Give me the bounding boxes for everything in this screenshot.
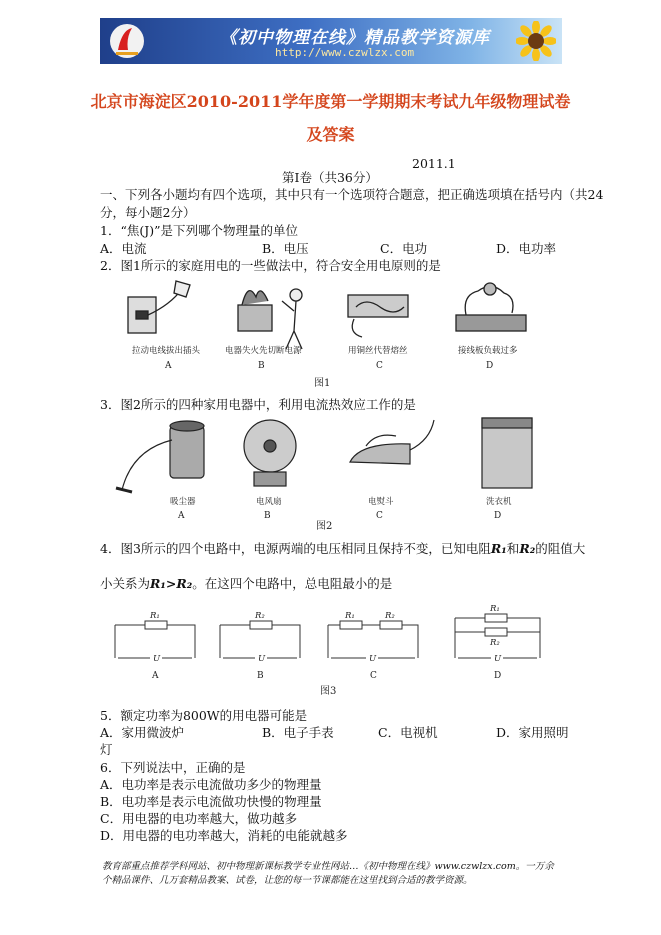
footer-line1: 教育部重点推荐学科网站、初中物理新课标教学专业性网站…《初中物理在线》www.czwlzx.com。一万余 xyxy=(102,861,554,872)
q4-relation: R₁>R₂ xyxy=(150,576,193,591)
fig1-letter-a: A xyxy=(165,361,172,371)
circuit-c-r1 xyxy=(340,621,362,629)
q4-line1-pre: 4．图3所示的四个电路中，电源两端的电压相同且保持不变，已知电阻 xyxy=(100,541,491,556)
fig2-caption-b: 电风扇 xyxy=(256,497,282,507)
fig2-caption-d: 洗衣机 xyxy=(486,497,512,507)
fig2-letter-b: B xyxy=(264,511,271,521)
fig3-letter-a: A xyxy=(152,671,159,681)
q5-option-d: D．家用照明 xyxy=(496,725,569,740)
q4-and: 和 xyxy=(506,541,520,556)
banner-title: 《初中物理在线》精品教学资源库 xyxy=(220,28,490,48)
figure-3 xyxy=(100,600,560,700)
circuit-b-u: U xyxy=(258,654,266,664)
fig2-letter-d: D xyxy=(494,511,502,521)
sunflower-icon xyxy=(516,21,556,61)
fig3-label: 图3 xyxy=(320,686,337,697)
q6-stem: 6．下列说法中，正确的是 xyxy=(100,760,246,775)
instruction-line2: 分，每小题2分） xyxy=(100,205,196,220)
q5-option-d-cont: 灯 xyxy=(100,742,113,757)
circuit-b-r2 xyxy=(250,621,272,629)
circuit-d-r2-label: R₂ xyxy=(490,638,500,648)
q4-line1 xyxy=(100,541,585,557)
fig2-letter-c: C xyxy=(376,511,383,521)
circuit-c-r1-label: R₁ xyxy=(345,611,355,621)
circuit-a-u: U xyxy=(153,654,161,664)
fig2-caption-a: 吸尘器 xyxy=(170,497,196,507)
section-heading: 第Ⅰ卷（共36分） xyxy=(282,170,378,185)
q5-option-a: A．家用微波炉 xyxy=(100,725,185,740)
circuit-d-r2 xyxy=(485,628,507,636)
q2-stem: 2．图1所示的家庭用电的一些做法中，符合安全用电原则的是 xyxy=(100,258,441,273)
q4-line2-post: 。在这四个电路中，总电阻最小的是 xyxy=(192,576,393,591)
circuit-c-r2-label: R₂ xyxy=(385,611,395,621)
q4-line2-pre: 小关系为 xyxy=(100,576,151,591)
fig1-letter-d: D xyxy=(486,361,494,371)
instruction-line1: 一、下列各小题均有四个选项，其中只有一个选项符合题意，把正确选项填在括号内（共24 xyxy=(100,187,604,202)
q6-option-a: A．电功率是表示电流做功多少的物理量 xyxy=(100,777,322,792)
circuit-a-r1-label: R₁ xyxy=(150,611,160,621)
fig1-caption-d: 接线板负载过多 xyxy=(458,346,518,356)
circuit-c-u: U xyxy=(369,654,377,664)
q1-option-d: D．电功率 xyxy=(496,241,557,256)
footer-line2: 个精品课件、几万套精品教案、试卷，让您的每一节课都能在这里找到合适的教学资源。 xyxy=(102,875,473,886)
q3-stem: 3．图2所示的四种家用电器中，利用电流热效应工作的是 xyxy=(100,397,416,412)
fig3-letter-b: B xyxy=(257,671,264,681)
circuit-a-r1 xyxy=(145,621,167,629)
fig2-label: 图2 xyxy=(316,521,333,532)
figure-1 xyxy=(110,275,550,390)
logo-icon xyxy=(108,22,146,60)
exam-title-cont: 及答案 xyxy=(306,125,355,144)
q6-option-b: B．电功率是表示电流做功快慢的物理量 xyxy=(100,794,322,809)
q4-r2: R₂ xyxy=(519,541,536,556)
circuit-d-r1-label: R₁ xyxy=(490,604,500,614)
fig1-letter-b: B xyxy=(258,361,265,371)
circuit-d-u: U xyxy=(494,654,502,664)
q1-option-a: A．电流 xyxy=(100,241,147,256)
q5-option-b: B．电子手表 xyxy=(262,725,334,740)
fig3-letter-c: C xyxy=(370,671,377,681)
circuit-d-r1 xyxy=(485,614,507,622)
q1-stem: 1．“焦(J)”是下列哪个物理量的单位 xyxy=(100,223,298,238)
q5-stem: 5．额定功率为800W的用电器可能是 xyxy=(100,708,308,723)
circuit-c-r2 xyxy=(380,621,402,629)
header-banner xyxy=(100,18,562,64)
fig2-caption-c: 电熨斗 xyxy=(368,497,394,507)
q6-option-c: C．用电器的电功率越大，做功越多 xyxy=(100,811,298,826)
fig3-letter-d: D xyxy=(494,671,502,681)
fig2-letter-a: A xyxy=(178,511,185,521)
fig1-label: 图1 xyxy=(314,378,331,389)
fig1-caption-a: 拉动电线拔出插头 xyxy=(132,346,201,356)
q4-line2 xyxy=(100,576,392,592)
figure-2 xyxy=(100,410,560,535)
q5-option-c: C．电视机 xyxy=(378,725,438,740)
fig1-caption-c: 用铜丝代替熔丝 xyxy=(348,346,408,356)
q4-r1: R₁ xyxy=(490,541,507,556)
fig1-caption-b: 电器失火先切断电源 xyxy=(225,346,302,356)
q1-option-c: C．电功 xyxy=(380,241,428,256)
exam-title: 北京市海淀区2010-2011学年度第一学期期末考试九年级物理试卷 xyxy=(90,92,571,111)
banner-url[interactable]: http://www.czwlzx.com xyxy=(275,46,415,59)
q6-option-d: D．用电器的电功率越大，消耗的电能就越多 xyxy=(100,828,348,843)
q1-option-b: B．电压 xyxy=(262,241,309,256)
circuit-b-r2-label: R₂ xyxy=(255,611,265,621)
exam-date: 2011.1 xyxy=(412,156,456,171)
q4-line1-post: 的阻值大 xyxy=(535,541,586,556)
fig1-letter-c: C xyxy=(376,361,383,371)
